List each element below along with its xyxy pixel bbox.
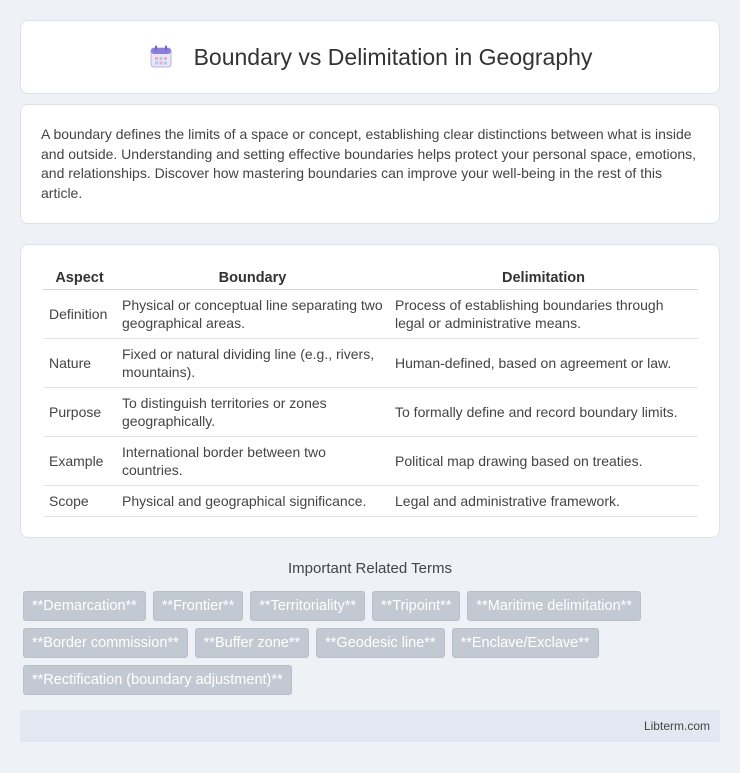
intro-text: A boundary defines the limits of a space or concept, establishing clear distinctions between what is inside and outside. Understanding and setting effective boundaries helps protect your personal space, emotions, and relationships. Discover how mastering boundaries can improve your well-being in the rest of this article. — [41, 126, 697, 201]
related-term-tag[interactable]: **Geodesic line** — [316, 628, 444, 658]
footer-site-link[interactable]: Libterm.com — [643, 719, 710, 733]
intro-card — [20, 104, 720, 224]
table-row — [43, 388, 698, 437]
header-delimitation: Delimitation — [389, 267, 698, 290]
cell-aspect: Definition — [43, 290, 116, 339]
cell-delimitation: To formally define and record boundary limits. — [389, 388, 698, 437]
related-term-tag[interactable]: **Tripoint** — [372, 591, 460, 621]
table-row — [43, 437, 698, 486]
cell-aspect: Purpose — [43, 388, 116, 437]
related-terms-title: Important Related Terms — [288, 560, 452, 577]
page-title: Boundary vs Delimitation in Geography — [193, 43, 593, 70]
cell-boundary: Fixed or natural dividing line (e.g., rivers, mountains). — [116, 339, 389, 388]
cell-delimitation: Legal and administrative framework. — [389, 486, 698, 517]
related-terms-list — [23, 591, 723, 695]
header-boundary: Boundary — [116, 267, 389, 290]
comparison-card — [20, 244, 720, 538]
title-card — [20, 20, 720, 94]
related-term-tag[interactable]: **Maritime delimitation** — [467, 591, 641, 621]
table-row — [43, 486, 698, 517]
cell-aspect: Example — [43, 437, 116, 486]
cell-aspect: Scope — [43, 486, 116, 517]
related-term-tag[interactable]: **Rectification (boundary adjustment)** — [23, 665, 292, 695]
cell-boundary: Physical and geographical significance. — [116, 486, 389, 517]
cell-boundary: Physical or conceptual line separating two geographical areas. — [116, 290, 389, 339]
table-header-row — [43, 267, 698, 290]
cell-boundary: International border between two countries. — [116, 437, 389, 486]
footer — [20, 710, 720, 742]
related-term-tag[interactable]: **Buffer zone** — [195, 628, 309, 658]
table-row — [43, 339, 698, 388]
calendar-icon — [148, 44, 174, 70]
cell-boundary: To distinguish territories or zones geographically. — [116, 388, 389, 437]
cell-delimitation: Human-defined, based on agreement or law. — [389, 339, 698, 388]
cell-aspect: Nature — [43, 339, 116, 388]
header-aspect: Aspect — [43, 267, 116, 290]
related-term-tag[interactable]: **Frontier** — [153, 591, 244, 621]
cell-delimitation: Process of establishing boundaries through legal or administrative means. — [389, 290, 698, 339]
related-term-tag[interactable]: **Demarcation** — [23, 591, 146, 621]
cell-delimitation: Political map drawing based on treaties. — [389, 437, 698, 486]
comparison-table — [43, 267, 698, 517]
table-row — [43, 290, 698, 339]
related-term-tag[interactable]: **Enclave/Exclave** — [452, 628, 599, 658]
related-term-tag[interactable]: **Territoriality** — [250, 591, 365, 621]
related-term-tag[interactable]: **Border commission** — [23, 628, 188, 658]
